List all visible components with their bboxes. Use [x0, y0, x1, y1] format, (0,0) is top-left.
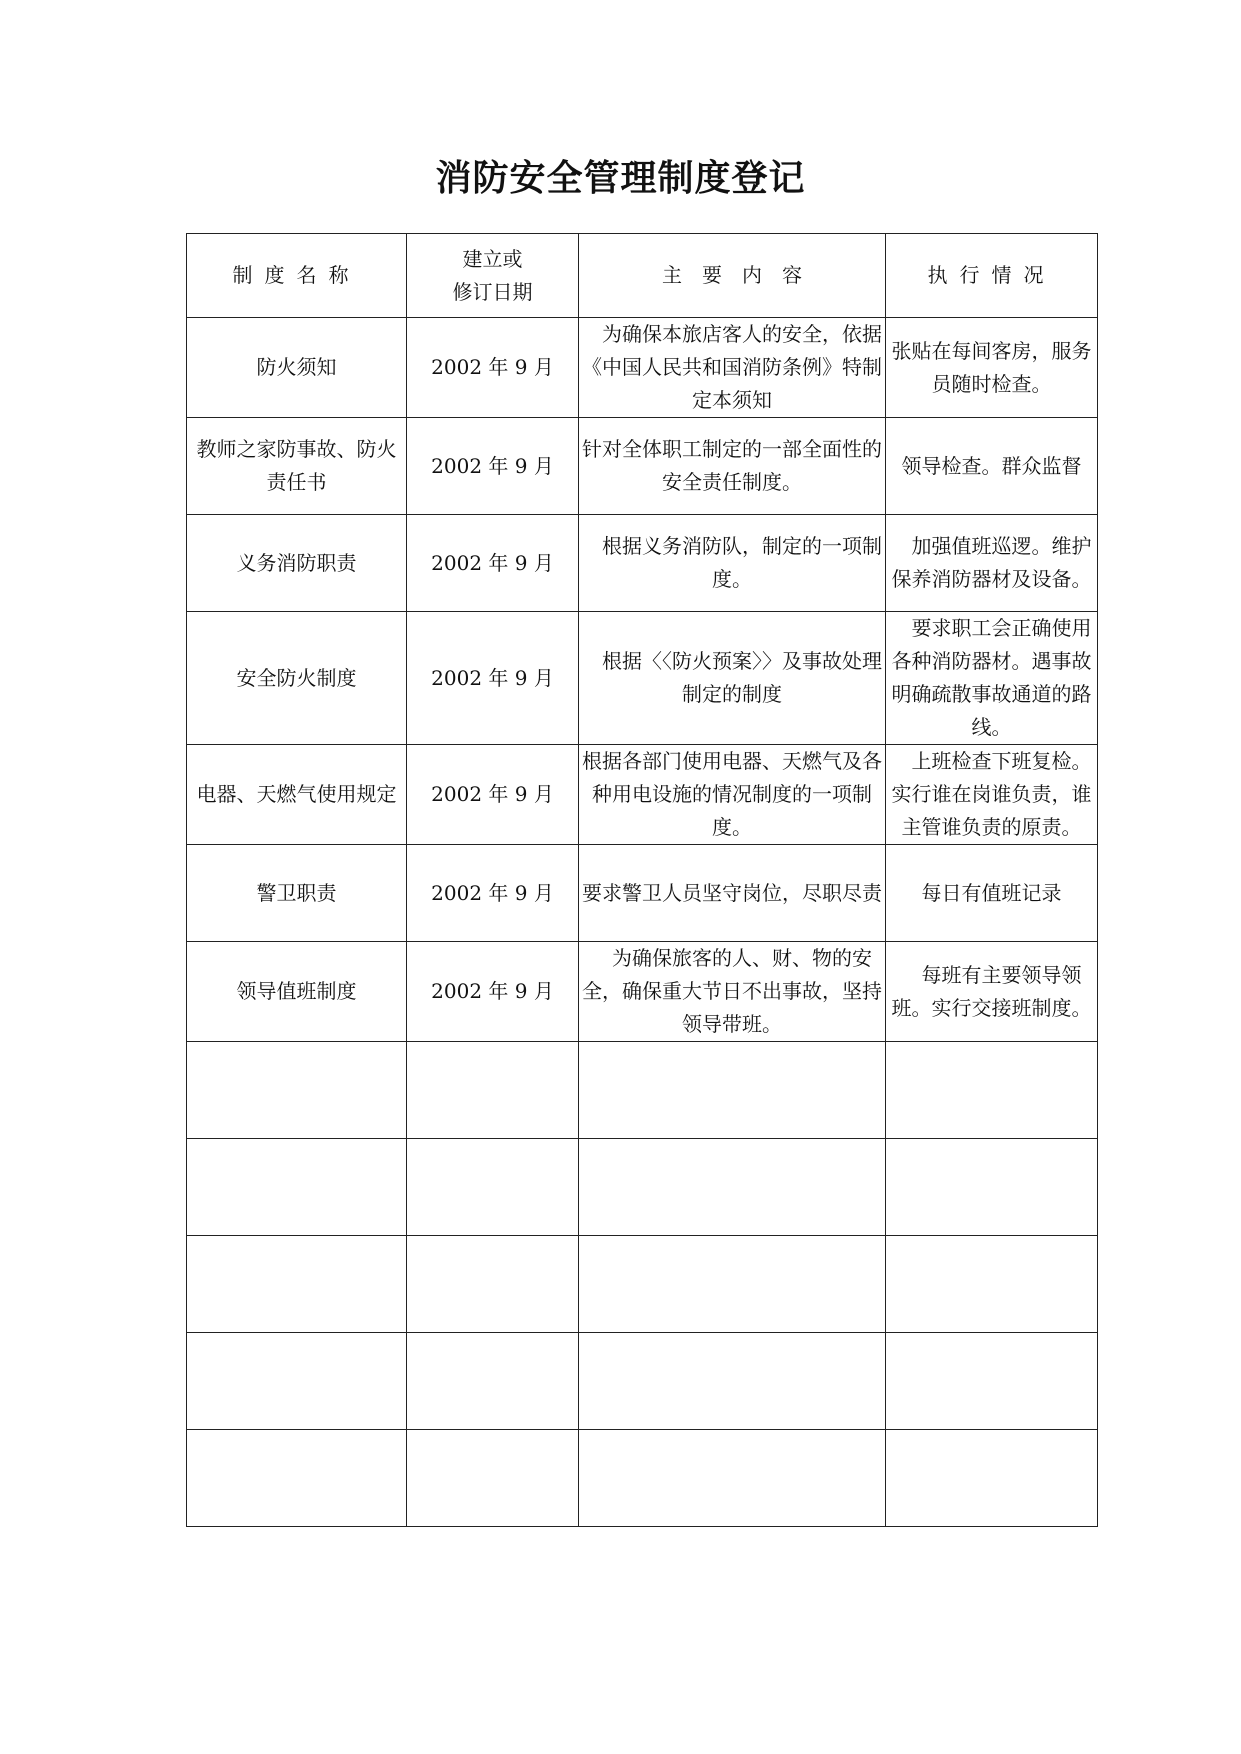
header-content: 主 要 内 容 [579, 234, 886, 318]
empty-row [187, 1139, 1098, 1236]
regulation-execution: 上班检查下班复检。实行谁在岗谁负责，谁主管谁负责的原责。 [886, 745, 1098, 845]
regulation-date: 2002 年 9 月 [407, 845, 579, 942]
regulation-content: 要求警卫人员坚守岗位，尽职尽责 [579, 845, 886, 942]
table-row [187, 845, 1098, 942]
regulation-name: 教师之家防事故、防火责任书 [187, 418, 407, 515]
empty-cell [407, 1333, 579, 1430]
empty-cell [407, 1042, 579, 1139]
empty-cell [886, 1139, 1098, 1236]
empty-cell [886, 1430, 1098, 1527]
regulation-date: 2002 年 9 月 [407, 318, 579, 418]
regulation-execution: 领导检查。群众监督 [886, 418, 1098, 515]
empty-cell [407, 1430, 579, 1527]
regulation-date: 2002 年 9 月 [407, 515, 579, 612]
empty-cell [407, 1139, 579, 1236]
regulation-execution: 加强值班巡逻。维护保养消防器材及设备。 [886, 515, 1098, 612]
regulation-content: 为确保旅客的人、财、物的安全，确保重大节日不出事故，坚持领导带班。 [579, 942, 886, 1042]
regulation-content: 根据各部门使用电器、天燃气及各种用电设施的情况制度的一项制度。 [579, 745, 886, 845]
table-row [187, 515, 1098, 612]
empty-cell [886, 1236, 1098, 1333]
table-row [187, 318, 1098, 418]
registration-table [186, 233, 1098, 1527]
empty-row [187, 1042, 1098, 1139]
empty-cell [187, 1333, 407, 1430]
regulation-execution: 每班有主要领导领班。实行交接班制度。 [886, 942, 1098, 1042]
regulation-date: 2002 年 9 月 [407, 745, 579, 845]
table-row [187, 745, 1098, 845]
regulation-execution: 每日有值班记录 [886, 845, 1098, 942]
empty-row [187, 1430, 1098, 1527]
table-row [187, 612, 1098, 745]
empty-cell [579, 1042, 886, 1139]
empty-cell [579, 1430, 886, 1527]
regulation-content: 针对全体职工制定的一部全面性的安全责任制度。 [579, 418, 886, 515]
table-row [187, 942, 1098, 1042]
regulation-execution: 要求职工会正确使用各种消防器材。遇事故明确疏散事故通道的路线。 [886, 612, 1098, 745]
empty-cell [579, 1236, 886, 1333]
header-date [407, 234, 579, 318]
regulation-name: 防火须知 [187, 318, 407, 418]
regulation-content: 为确保本旅店客人的安全，依据《中国人民共和国消防条例》特制定本须知 [579, 318, 886, 418]
header-execution: 执行情况 [886, 234, 1098, 318]
regulation-date: 2002 年 9 月 [407, 612, 579, 745]
empty-cell [187, 1236, 407, 1333]
empty-row [187, 1333, 1098, 1430]
regulation-name: 义务消防职责 [187, 515, 407, 612]
regulation-name: 安全防火制度 [187, 612, 407, 745]
empty-cell [187, 1139, 407, 1236]
header-row [187, 234, 1098, 318]
regulation-name: 电器、天燃气使用规定 [187, 745, 407, 845]
regulation-name: 领导值班制度 [187, 942, 407, 1042]
regulation-date: 2002 年 9 月 [407, 418, 579, 515]
empty-cell [187, 1430, 407, 1527]
regulation-name: 警卫职责 [187, 845, 407, 942]
table-row [187, 418, 1098, 515]
regulation-date: 2002 年 9 月 [407, 942, 579, 1042]
empty-cell [886, 1333, 1098, 1430]
empty-cell [407, 1236, 579, 1333]
empty-row [187, 1236, 1098, 1333]
empty-cell [886, 1042, 1098, 1139]
empty-cell [579, 1333, 886, 1430]
empty-cell [579, 1139, 886, 1236]
header-date-label: 建立或 修订日期 [452, 246, 533, 304]
document-title: 消防安全管理制度登记 [435, 158, 806, 199]
empty-cell [187, 1042, 407, 1139]
regulation-content: 根据〈〈防火预案〉〉及事故处理制定的制度 [579, 612, 886, 745]
header-name: 制度名称 [187, 234, 407, 318]
regulation-content: 根据义务消防队，制定的一项制度。 [579, 515, 886, 612]
regulation-execution: 张贴在每间客房，服务员随时检查。 [886, 318, 1098, 418]
